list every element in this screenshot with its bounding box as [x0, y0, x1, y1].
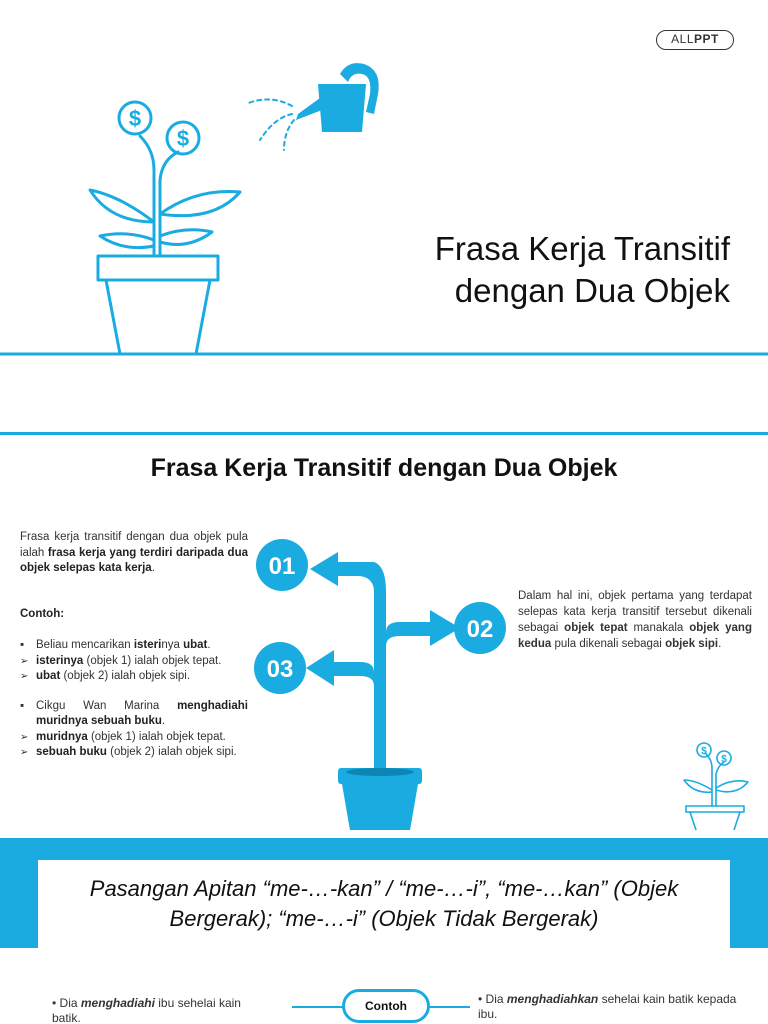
banner-line-1: Pasangan Apitan “me-…-kan” / “me-…-i”, “me-…kan” (Objek	[89, 876, 679, 901]
step-03-label: 03	[266, 656, 294, 683]
left-column	[20, 530, 248, 761]
connector-left	[292, 1006, 344, 1008]
definition-slide	[0, 432, 768, 830]
ex2-sub1-rest: (objek 1) ialah objek tepat.	[87, 730, 226, 743]
contoh-label: Contoh:	[20, 607, 65, 620]
ex1-a: Beliau mencarikan	[36, 639, 134, 651]
banner	[0, 838, 768, 948]
title-slide	[0, 0, 768, 392]
ex1-b: isteri	[133, 639, 162, 651]
right-g: .	[718, 638, 722, 650]
title-line-1: Frasa Kerja Transitif	[434, 230, 730, 267]
left-a: Dia	[59, 996, 81, 1010]
ex1-e: .	[207, 639, 211, 651]
svg-text:$: $	[176, 126, 190, 151]
ex2-c: .	[161, 715, 166, 727]
svg-text:$: $	[721, 754, 727, 765]
tree-arrow-icon	[250, 522, 520, 830]
ex1-sub1-bold: isterinya	[36, 654, 84, 667]
right-c: manakala	[627, 622, 690, 634]
ex1-sub2-bold: ubat	[36, 670, 61, 682]
intro-bold: frasa kerja yang terdiri daripada dua objek selepas kata kerja	[20, 546, 248, 574]
svg-text:$: $	[128, 106, 142, 131]
svg-text:$: $	[701, 746, 707, 757]
title-line-2: dengan Dua Objek	[454, 272, 730, 309]
right-column	[518, 588, 752, 652]
ex2-b: menghadiahi muridnya sebuah buku	[36, 699, 248, 727]
definition-text	[20, 530, 248, 577]
example-1	[20, 638, 248, 685]
slide2-title: Frasa Kerja Transitif dengan Dua Objek	[150, 454, 618, 482]
right-c: sehelai kain batik kepada ibu.	[478, 992, 737, 1021]
ex1-sub1-rest: (objek 1) ialah objek tepat.	[83, 654, 222, 667]
slide1-title	[435, 228, 730, 312]
ex2-sub2-bold: sebuah buku	[36, 746, 107, 758]
example-2-note-2	[20, 745, 248, 761]
example-2-note-1	[20, 730, 248, 746]
example-2	[20, 699, 248, 761]
connector-right	[428, 1006, 470, 1008]
intro-text: Frasa kerja transitif dengan dua objek pula ialah	[20, 531, 248, 559]
contoh-pill: Contoh	[342, 989, 430, 1023]
small-money-plant-icon	[678, 738, 758, 830]
right-f: objek sipi	[665, 638, 719, 650]
example-left: • Dia menghadiahi ibu sehelai kain batik.	[52, 996, 241, 1024]
intro-end: .	[151, 562, 155, 574]
right-d: objek yang kedua	[518, 622, 752, 650]
top-rule	[0, 432, 768, 435]
right-b: objek tepat	[564, 622, 628, 634]
left-b: menghadiahi	[80, 996, 155, 1010]
right-e: pula dikenali sebagai	[551, 638, 666, 650]
ex2-sub2-rest: (objek 2) ialah objek sipi.	[106, 746, 237, 758]
example-1-note-2	[20, 669, 248, 685]
ex1-c: nya	[161, 639, 184, 651]
right-a: Dalam hal ini, objek pertama yang terdapat selepas kata kerja transitif tersebut dikenali sebagai	[518, 590, 752, 634]
logo-prefix: ALL	[671, 32, 694, 46]
step-02-label: 02	[466, 616, 494, 643]
left-c: ibu sehelai kain batik.	[52, 996, 241, 1024]
watering-can-icon	[240, 54, 390, 154]
ex2-sub1-bold: muridnya	[36, 730, 88, 743]
right-a: Dia	[485, 992, 507, 1006]
ex1-d: ubat	[183, 639, 208, 651]
pairing-slide	[0, 838, 768, 1024]
plant-pot-icon	[338, 768, 422, 830]
ex2-a: Cikgu Wan Marina	[36, 699, 178, 712]
banner-line-2: Bergerak); “me-…-i” (Objek Tidak Bergerak)	[169, 906, 599, 931]
example-2-sentence	[20, 699, 248, 730]
logo-brand: PPT	[694, 32, 719, 46]
example-right: • Dia menghadiahkan sehelai kain batik kepada ibu.	[478, 992, 737, 1021]
example-1-note-1	[20, 654, 248, 670]
step-01-label: 01	[268, 553, 296, 580]
example-1-sentence	[20, 638, 248, 654]
banner-text	[38, 860, 730, 948]
ex1-sub2-rest: (objek 2) ialah objek sipi.	[60, 670, 191, 682]
right-b: menghadiahkan	[506, 992, 599, 1006]
